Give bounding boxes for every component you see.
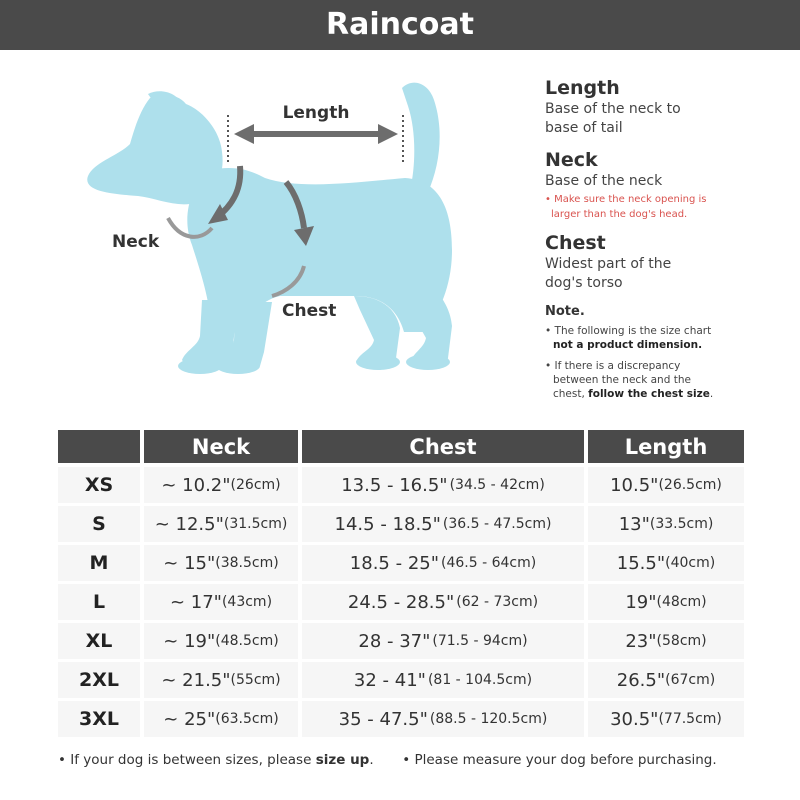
header-chest: Chest — [302, 430, 584, 463]
note-section — [545, 303, 785, 401]
neck-info-desc: Base of the neck — [545, 173, 663, 189]
dog-silhouette-icon — [60, 70, 510, 420]
length-info-desc-2: base of tail — [545, 120, 623, 136]
neck-cell — [144, 623, 298, 659]
page-title: Raincoat — [0, 0, 800, 50]
length-cm: (33.5cm) — [649, 516, 714, 532]
chest-cell — [302, 506, 584, 542]
measure-arrow-icon — [234, 124, 398, 144]
tip-size-up-b: size up — [315, 752, 370, 768]
length-inch: 26.5" — [616, 669, 666, 691]
note-2d: follow the chest size — [588, 388, 710, 400]
size-cell: L — [58, 584, 140, 620]
length-cm: (67cm) — [665, 672, 716, 688]
measurement-info — [545, 76, 785, 401]
chest-cell — [302, 662, 584, 698]
length-cell — [588, 623, 744, 659]
length-cell — [588, 701, 744, 737]
table-row — [58, 623, 744, 659]
neck-cell — [144, 584, 298, 620]
length-cell — [588, 662, 744, 698]
neck-cm: (31.5cm) — [223, 516, 288, 532]
chest-info-desc-1: Widest part of the — [545, 256, 672, 272]
size-cell: XL — [58, 623, 140, 659]
chest-cell — [302, 545, 584, 581]
tip-size-up-c: . — [369, 752, 374, 768]
length-cell — [588, 467, 744, 503]
header-size — [58, 430, 140, 463]
size-chart-table — [58, 430, 744, 740]
chest-cm: (46.5 - 64cm) — [441, 555, 537, 571]
size-cell: 3XL — [58, 701, 140, 737]
chest-inch: 13.5 - 16.5" — [341, 474, 448, 496]
length-cm: (48cm) — [656, 594, 707, 610]
neck-cm: (63.5cm) — [215, 711, 279, 727]
header-neck: Neck — [144, 430, 298, 463]
chest-inch: 24.5 - 28.5" — [347, 591, 455, 613]
table-row — [58, 545, 744, 581]
neck-cm: (43cm) — [221, 594, 273, 610]
length-inch: 15.5" — [616, 552, 666, 574]
table-row — [58, 701, 744, 737]
length-cell — [588, 506, 744, 542]
length-inch: 23" — [625, 630, 657, 652]
chest-inch: 35 - 47.5" — [338, 708, 428, 730]
neck-cm: (48.5cm) — [215, 633, 279, 649]
length-cm: (40cm) — [665, 555, 716, 571]
chest-inch: 32 - 41" — [353, 669, 426, 691]
table-header-row — [58, 430, 744, 463]
chest-inch: 28 - 37" — [358, 630, 431, 652]
length-cm: (77.5cm) — [658, 711, 722, 727]
length-info-title: Length — [545, 77, 620, 99]
note-2b: between the neck and the — [553, 374, 691, 386]
length-inch: 30.5" — [610, 708, 659, 730]
neck-cell — [144, 506, 298, 542]
length-inch: 19" — [625, 591, 657, 613]
neck-inch: ~ 17" — [169, 591, 222, 613]
length-cm: (58cm) — [656, 633, 707, 649]
table-row — [58, 506, 744, 542]
header-length: Length — [588, 430, 744, 463]
length-info-desc-1: Base of the neck to — [545, 101, 681, 117]
neck-cell — [144, 662, 298, 698]
note-1a: • The following is the size chart — [545, 325, 712, 337]
table-row — [58, 662, 744, 698]
neck-inch: ~ 12.5" — [154, 513, 224, 535]
table-row — [58, 584, 744, 620]
chest-cell — [302, 701, 584, 737]
neck-cell — [144, 701, 298, 737]
chest-cm: (81 - 104.5cm) — [427, 672, 533, 688]
neck-inch: ~ 15" — [163, 552, 216, 574]
neck-label: Neck — [112, 232, 160, 252]
chest-info-desc-2: dog's torso — [545, 275, 623, 291]
chest-cm: (36.5 - 47.5cm) — [442, 516, 552, 532]
measurement-diagram — [60, 70, 510, 420]
tip-measure: • Please measure your dog before purchasing. — [402, 752, 717, 768]
size-cell: XS — [58, 467, 140, 503]
size-cell: M — [58, 545, 140, 581]
neck-cm: (26cm) — [230, 477, 281, 493]
neck-warning-1: • Make sure the neck opening is — [545, 194, 707, 205]
size-cell: 2XL — [58, 662, 140, 698]
chest-inch: 14.5 - 18.5" — [334, 513, 441, 535]
chest-cell — [302, 467, 584, 503]
note-title: Note. — [545, 304, 585, 319]
length-cm: (26.5cm) — [658, 477, 722, 493]
chest-cm: (34.5 - 42cm) — [449, 477, 545, 493]
neck-inch: ~ 10.2" — [161, 474, 231, 496]
neck-inch: ~ 25" — [163, 708, 216, 730]
tip-size-up-a: • If your dog is between sizes, please — [58, 752, 312, 768]
chest-info-title: Chest — [545, 232, 606, 254]
neck-cell — [144, 545, 298, 581]
chest-cell — [302, 584, 584, 620]
chest-cm: (62 - 73cm) — [456, 594, 539, 610]
length-inch: 10.5" — [610, 474, 659, 496]
neck-warning-2: larger than the dog's head. — [551, 209, 688, 220]
neck-inch: ~ 19" — [163, 630, 216, 652]
chest-cm: (71.5 - 94cm) — [432, 633, 528, 649]
chest-info — [545, 231, 785, 293]
note-1b: not a product dimension. — [553, 339, 703, 351]
neck-info — [545, 148, 785, 221]
note-2a: • If there is a discrepancy — [545, 360, 681, 372]
neck-cm: (55cm) — [230, 672, 281, 688]
neck-cm: (38.5cm) — [215, 555, 279, 571]
chest-inch: 18.5 - 25" — [349, 552, 439, 574]
length-info — [545, 76, 785, 138]
chest-cell — [302, 623, 584, 659]
length-cell — [588, 584, 744, 620]
neck-info-title: Neck — [545, 149, 598, 171]
neck-cell — [144, 467, 298, 503]
length-cell — [588, 545, 744, 581]
neck-inch: ~ 21.5" — [161, 669, 231, 691]
table-row — [58, 467, 744, 503]
note-2c: chest, — [553, 388, 585, 400]
length-label: Length — [282, 103, 350, 123]
note-2e: . — [709, 388, 714, 400]
chest-cm: (88.5 - 120.5cm) — [429, 711, 548, 727]
length-inch: 13" — [618, 513, 650, 535]
size-cell: S — [58, 506, 140, 542]
chest-label: Chest — [282, 301, 337, 321]
footer-tips — [58, 750, 758, 770]
